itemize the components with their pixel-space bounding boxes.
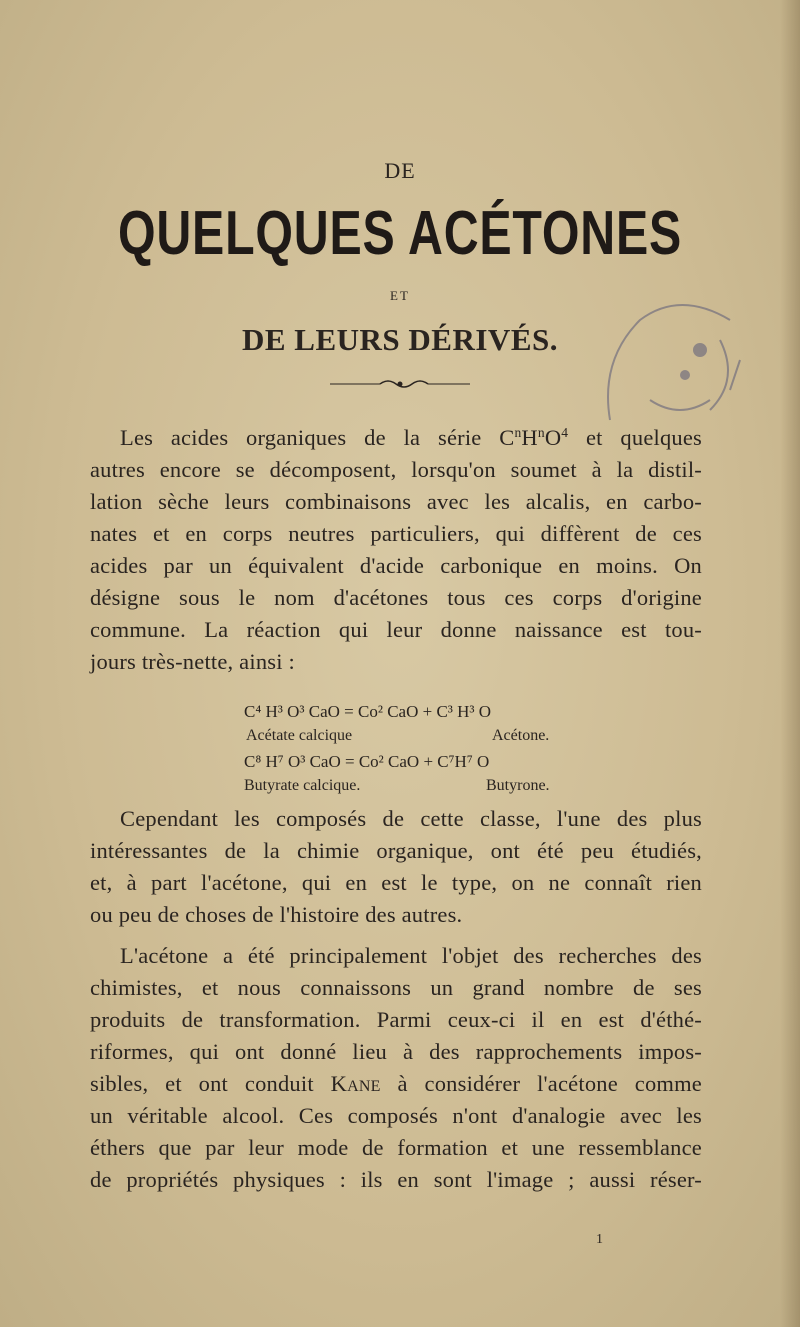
paragraph-line [90, 422, 702, 454]
paragraph-line: commune. La réaction qui leur donne naissance est tou- [90, 617, 702, 642]
paragraph-line: intéressantes de la chimie organique, ont été peu étudiés, [90, 838, 702, 863]
caption-acetone: Acétone. [492, 727, 550, 744]
text-span: Les acides organiques de la série C [120, 425, 515, 450]
paragraph-line: Cependant les composés de cette classe, l'une des plus [120, 806, 702, 831]
paragraph-line: un véritable alcool. Ces composés n'ont d'analogie avec les [90, 1103, 702, 1128]
paragraph-line: éthers que par leur mode de formation et une ressemblance [90, 1135, 702, 1160]
text-span: à considérer l'acétone comme [380, 1071, 702, 1096]
paragraph-line: désigne sous le nom d'acétones tous ces corps d'origine [90, 585, 702, 610]
text-span: sibles, et ont conduit [90, 1071, 331, 1096]
header-et: ET [390, 288, 410, 303]
formula-butyrate: C⁸ H⁷ O³ CaO = Co² CaO + C⁷H⁷ O [244, 752, 490, 771]
caption-butyrone: Butyrone. [486, 777, 550, 794]
paragraph-line: chimistes, et nous connaissons un grand nombre de ses [90, 975, 702, 1000]
paragraph-3 [90, 940, 702, 1196]
paragraph-line: autres encore se décomposent, lorsqu'on soumet à la distil- [90, 457, 702, 482]
paragraph-2 [90, 803, 702, 931]
superscript: 4 [561, 424, 569, 440]
ornament-divider [330, 378, 470, 390]
superscript: n [537, 424, 545, 440]
paragraph-line: lation sèche leurs combinaisons avec les alcalis, en carbo- [90, 489, 702, 514]
page-edge-shadow [780, 0, 800, 1327]
paragraph-line: ou peu de choses de l'histoire des autres. [90, 902, 463, 927]
paragraph-1 [90, 422, 702, 678]
paragraph-line [90, 1068, 702, 1100]
paragraph-line: riformes, qui ont donné lieu à des rapprochements impos- [90, 1039, 702, 1064]
text-span: H [521, 425, 538, 450]
paragraph-line: L'acétone a été principalement l'objet des recherches des [120, 943, 702, 968]
caption-acetate: Acétate calcique [246, 727, 353, 744]
caption-butyrate: Butyrate calcique. [244, 777, 361, 794]
text-span: O [544, 425, 562, 450]
text-span: et quelques [568, 425, 702, 450]
author-name: Kane [330, 1071, 381, 1096]
subtitle: DE LEURS DÉRIVÉS. [241, 322, 558, 357]
paragraph-line: de propriétés physiques : ils en sont l'image ; aussi réser- [90, 1167, 702, 1192]
superscript: n [514, 424, 522, 440]
paragraph-line: et, à part l'acétone, qui en est le type, on ne connaît rien [90, 870, 702, 895]
paragraph-line: acides par un équivalent d'acide carbonique en moins. On [90, 553, 702, 578]
paragraph-line: nates et en corps neutres particuliers, qui diffèrent de ces [90, 521, 702, 546]
library-stamp [590, 280, 750, 440]
paragraph-line: jours très-nette, ainsi : [90, 649, 295, 674]
page-number: 1 [596, 1232, 603, 1247]
formula-acetate: C⁴ H³ O³ CaO = Co² CaO + C³ H³ O [244, 702, 492, 721]
main-title: QUELQUES ACÉTONES [117, 199, 683, 268]
paragraph-line: produits de transformation. Parmi ceux-ci il en est d'éthé- [90, 1007, 702, 1032]
header-de: DE [384, 158, 416, 183]
